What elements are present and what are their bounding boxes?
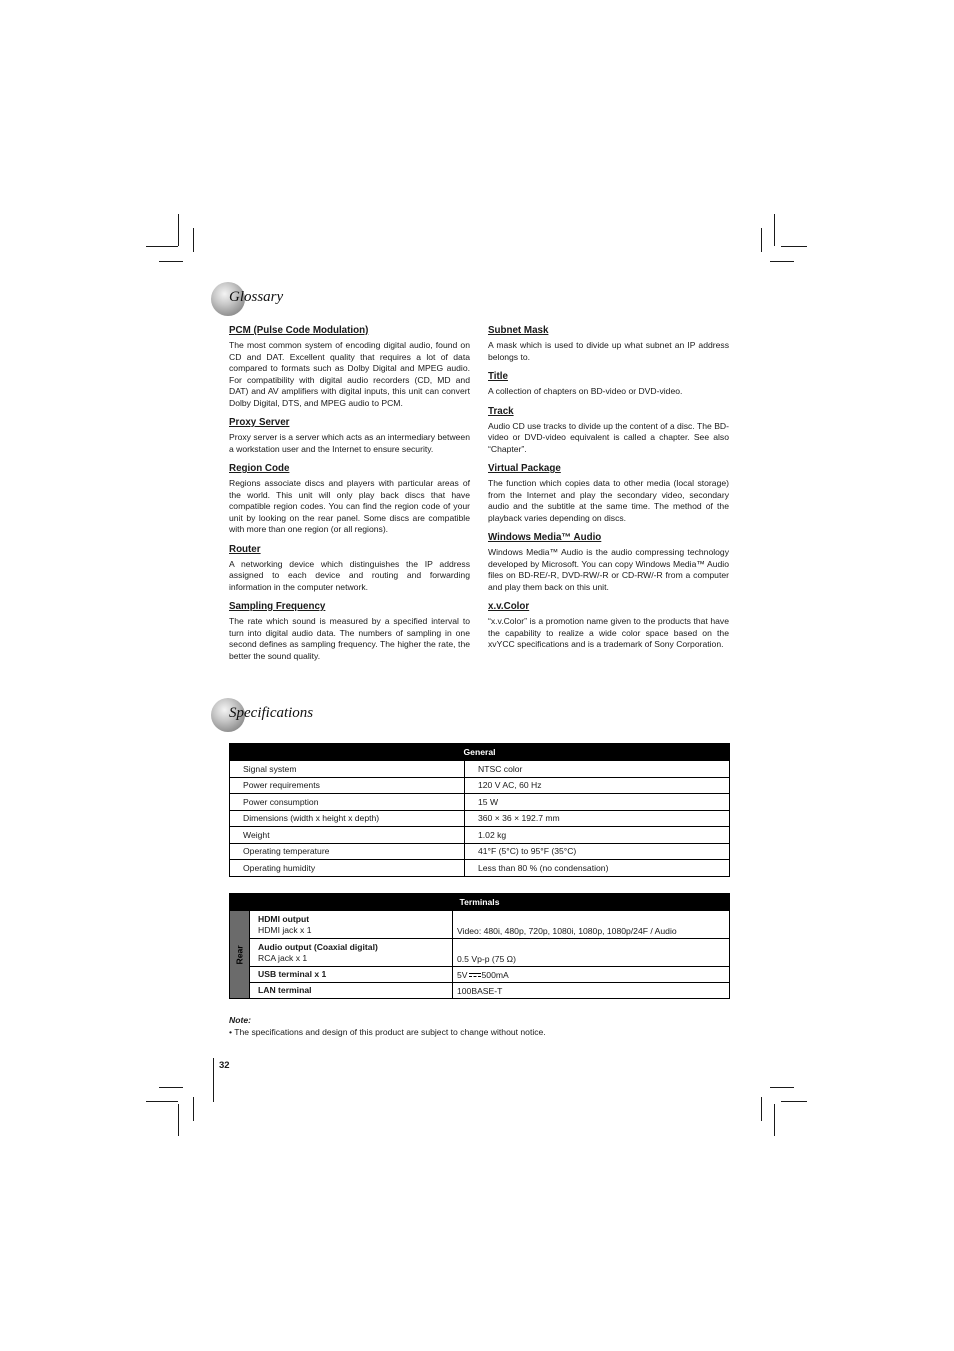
note-item: • The specifications and design of this product are subject to change without notice. [229, 1027, 546, 1037]
spec-value: 1.02 kg [465, 827, 730, 844]
glossary-right-column [488, 325, 729, 659]
glossary-definition: Regions associate discs and players with particular areas of the world. This unit will only play back discs that have compatible region codes. You can find the region code of your unit by looking on the rear panel. Some discs are compatible with more than one region (or all regions). [229, 478, 470, 534]
glossary-term: Subnet Mask [488, 325, 549, 336]
glossary-definition: The rate which sound is measured by a specified interval to turn into digital audio data. The numbers of sampling in one second defines as sampling frequency. The higher the rate, the better the sound quality. [229, 616, 470, 661]
glossary-entry [229, 463, 470, 536]
glossary-definition: A networking device which distinguishes the IP address assigned to each device and routing and forwarding information in the computer network. [229, 558, 470, 592]
glossary-entry [229, 544, 470, 594]
glossary-definition: “x.v.Color” is a promotion name given to the products that have the capability to realize a wide color space based on the xvYCC specifications and is a trademark of Sony Corporation. [488, 616, 729, 649]
glossary-term: x.v.Color [488, 601, 530, 612]
glossary-term: Title [488, 371, 508, 382]
page-number: 32 [219, 1060, 230, 1071]
specifications-title: Specifications [229, 705, 314, 721]
table-row [230, 810, 730, 827]
terminal-value: 100BASE-T [453, 983, 730, 999]
glossary-definition: Windows Media™ Audio is the audio compressing technology developed by Microsoft. You can copy Windows Media™ Audio files on BD-RE/-R, DVD-RW/-R or CD-RW/-R from a computer and play them back on this unit. [488, 547, 729, 592]
glossary-entry [488, 371, 729, 398]
terminal-name-cell [250, 967, 453, 983]
rear-group-label: Rear [234, 944, 245, 964]
spec-label: Dimensions (width x height x depth) [230, 810, 465, 827]
table-row [230, 761, 730, 778]
spec-label: Weight [230, 827, 465, 844]
glossary-term: Router [229, 543, 261, 555]
usb-current: 500mA [481, 970, 509, 980]
terminal-sub: HDMI jack x 1 [258, 924, 312, 935]
spec-value: 41°F (5°C) to 95°F (35°C) [465, 843, 730, 860]
glossary-definition: A collection of chapters on BD-video or DVD-video. [488, 386, 683, 396]
glossary-definition: The function which copies data to other media (local storage) from the Internet and play the secondary video, secondary audio and the subtitle at the same time. The method of the playback varies depending on discs. [488, 478, 729, 523]
glossary-term: PCM (Pulse Code Modulation) [229, 325, 369, 336]
glossary-left-column [229, 325, 470, 670]
spec-value: 15 W [465, 794, 730, 811]
table-row [230, 911, 730, 939]
terminal-value-cell [453, 967, 730, 983]
glossary-entry [229, 601, 470, 662]
glossary-term: Virtual Package [488, 463, 561, 474]
terminals-table-header: Terminals [230, 894, 730, 911]
glossary-term: Track [488, 405, 514, 417]
spec-label: Operating humidity [230, 860, 465, 877]
dc-symbol-icon [469, 973, 481, 979]
note-text: The specifications and design of this product are subject to change without notice. [234, 1027, 546, 1037]
table-row [230, 777, 730, 794]
terminal-name: USB terminal x 1 [258, 969, 327, 979]
glossary-definition: Audio CD use tracks to divide up the content of a disc. The BD-video or DVD-video equivalent is called a chapter. See also “Chapter”. [488, 420, 729, 454]
table-row [230, 967, 730, 983]
spec-label: Signal system [230, 761, 465, 778]
glossary-term: Sampling Frequency [229, 601, 326, 612]
glossary-definition: Proxy server is a server which acts as an intermediary between a workstation user and the Internet to ensure security. [229, 432, 470, 454]
note-block [229, 1015, 546, 1037]
terminal-name-cell [250, 939, 453, 967]
table-row [230, 983, 730, 999]
glossary-title: Glossary [229, 289, 284, 305]
rear-group-cell [230, 911, 250, 999]
glossary-entry [229, 417, 470, 455]
terminal-name: HDMI output [258, 913, 310, 924]
note-label: Note: [229, 1015, 251, 1025]
glossary-entry [488, 406, 729, 456]
table-row [230, 827, 730, 844]
table-row [230, 939, 730, 967]
glossary-entry [488, 532, 729, 593]
spec-value: 360 × 36 × 192.7 mm [465, 810, 730, 827]
table-row [230, 794, 730, 811]
spec-value: 120 V AC, 60 Hz [465, 777, 730, 794]
spec-label: Power requirements [230, 777, 465, 794]
spec-value: Less than 80 % (no condensation) [465, 860, 730, 877]
table-row [230, 860, 730, 877]
glossary-entry [229, 325, 470, 409]
spec-value: NTSC color [465, 761, 730, 778]
glossary-term: Region Code [229, 463, 290, 474]
terminal-name: LAN terminal [258, 985, 312, 995]
terminal-name-cell [250, 983, 453, 999]
spec-label: Power consumption [230, 794, 465, 811]
terminal-name-cell [250, 911, 453, 939]
glossary-definition: The most common system of encoding digital audio, found on CD and DAT. Excellent quality that requires a lot of data compared to formats such as Dolby Digital and MPEG audio. For compatibility with digital audio recorders (CD, MD and DAT) and AV amplifiers with digital inputs, this unit can convert Dolby Digital, DTS, and MPEG audio to PCM. [229, 340, 470, 408]
glossary-term: Proxy Server [229, 417, 290, 428]
glossary-entry [488, 601, 729, 651]
terminal-value: Video: 480i, 480p, 720p, 1080i, 1080p, 1080p/24F / Audio [453, 911, 730, 939]
glossary-term: Windows Media™ Audio [488, 532, 602, 543]
general-spec-table [229, 743, 730, 877]
terminal-sub: RCA jack x 1 [258, 952, 308, 963]
glossary-entry [488, 463, 729, 524]
glossary-entry [488, 325, 729, 363]
spec-label: Operating temperature [230, 843, 465, 860]
glossary-definition: A mask which is used to divide up what subnet an IP address belongs to. [488, 340, 729, 362]
terminal-name: Audio output (Coaxial digital) [258, 941, 378, 952]
usb-voltage: 5V [457, 970, 468, 980]
terminal-value: 0.5 Vp-p (75 Ω) [453, 939, 730, 967]
general-table-header: General [230, 744, 730, 761]
table-row [230, 843, 730, 860]
terminals-spec-table [229, 893, 730, 999]
